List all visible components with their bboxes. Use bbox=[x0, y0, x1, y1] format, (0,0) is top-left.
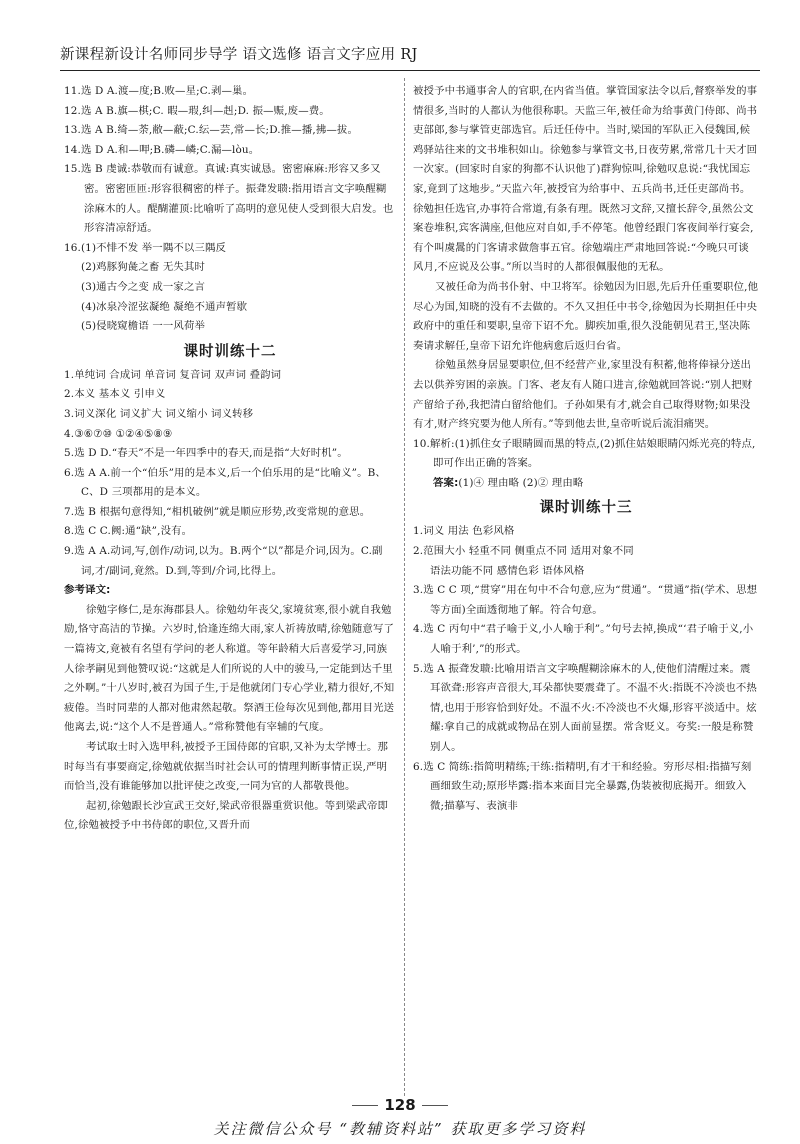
q16-line: (2)鸡豚狗彘之畜 无失其时 bbox=[81, 261, 206, 274]
page-header bbox=[60, 40, 760, 71]
answer-item: 5.选 D D.“春天”不是一年四季中的春天,而是指“大好时机”。 bbox=[64, 447, 348, 460]
answer-item: 13.选 A B.绮—荼,敝—蔽;C.纭—芸,常—长;D.推—播,拂—拔。 bbox=[64, 124, 358, 137]
answer-item: 3.词义深化 词义扩大 词义缩小 词义转移 bbox=[64, 407, 254, 420]
page-number-value: 128 bbox=[384, 1096, 416, 1114]
right-column bbox=[413, 82, 759, 816]
header-title: 新课程新设计名师同步导学 语文选修 语言文字应用 RJ bbox=[60, 47, 418, 63]
answer-item: 6.选 A A.前一个“伯乐”用的是本义,后一个伯乐用的是“比喻义”。B、C、D 三项都用的是本义。 bbox=[64, 466, 386, 499]
answer-item: 2.范围大小 轻重不同 侧重点不同 适用对象不同 bbox=[413, 545, 634, 558]
translation-paragraph: 徐勉字修仁,是东海郡县人。徐勉幼年丧父,家境贫寒,很小就自我勉励,恪守高洁的节操。六岁时,恰逢连绵大雨,家人祈祷放晴,徐勉随意写了一篇祷文,竟被有名望有学问的老人称道。等年龄稍大后喜爱学习,同族人徐孝嗣见到他赞叹说:“这就是人们所说的人中的骏马,一定能到达千里之外啊。”十八岁时,被召为国子生,于是他就闭门专心学业,精力很好,不知疲倦。当时同辈的人都对他肃然起敬。祭酒王俭每次见到他,都用目光送他离去,说:“这个人不是普通人。”常称赞他有宰辅的气度。 bbox=[64, 603, 395, 734]
answer-item: 4.选 C 丙句中“君子喻于义,小人喻于利”。”句号去掉,换成“‘君子喻于义,小人喻于利’,”的形式。 bbox=[413, 623, 754, 656]
q16-line: (4)冰泉冷涩弦凝绝 凝绝不通声暂歇 bbox=[81, 300, 248, 313]
answer-item: 2.本义 基本义 引申义 bbox=[64, 388, 166, 401]
translation-paragraph: 徐勉虽然身居显要职位,但不经营产业,家里没有积蓄,他将俸禄分送出去以供养穷困的亲族。门客、老友有人随口进言,徐勉就回答说:“别人把财产留给子孙,我把清白留给他们。子孙如果有才,就会自己取得财物;如果没有才,财产终究要为他人所有。”等到他去世,皇帝听说后流泪痛哭。 bbox=[413, 359, 753, 431]
q16-line: 16.(1)不悱不发 举一隅不以三隅反 bbox=[64, 241, 227, 254]
answer-item: 语法功能不同 感情色彩 语体风格 bbox=[430, 564, 585, 577]
answer-item: 15.选 B 虔诚:恭敬而有诚意。真诚:真实诚恳。密密麻麻:形容又多又密。密密匝匝:形容很稠密的样子。振聋发聩:指用语言文字唤醒糊涂麻木的人。醍醐灌顶:比喻听了高明的意见使人受到很大启发。也形容清凉舒适。 bbox=[64, 163, 394, 235]
section-title-13: 课时训练十三 bbox=[539, 500, 633, 517]
q16-line: (3)通古今之变 成一家之言 bbox=[81, 280, 206, 293]
answer-item: 11.选 D A.渡—度;B.败—星;C.剥—巢。 bbox=[64, 85, 254, 97]
column-divider bbox=[404, 78, 405, 1096]
answer-item: 9.选 A A.动词,写,创作/动词,以为。B.两个“以”都是介词,因为。C.副词,才/副词,竟然。D.到,等到/介词,比得上。 bbox=[64, 545, 383, 577]
translation-paragraph: 起初,徐勉跟长沙宣武王交好,梁武帝很器重赏识他。等到梁武帝即位,徐勉被授予中书侍郎的职位,又晋升而 bbox=[64, 799, 389, 832]
page-number-dash-left bbox=[352, 1105, 378, 1106]
answer-item: 5.选 A 振聋发聩:比喻用语言文字唤醒糊涂麻木的人,使他们清醒过来。震耳欲聋:形容声音很大,耳朵都快要震聋了。不温不火:指既不冷淡也不热情,也用于形容恰到好处。不温不火:不冷淡也不火爆,形容平淡适中。炫耀:拿自己的成就或物品在别人面前显摆。常含贬义。夸奖:一般是称赞别人。 bbox=[413, 662, 757, 753]
q16-line: (5)侵晓窥檐语 一一风荷举 bbox=[81, 320, 206, 333]
answer-item: 1.单纯词 合成词 单音词 复音词 双声词 叠韵词 bbox=[64, 368, 282, 381]
answer-value: (1)④ 理由略 (2)② 理由略 bbox=[458, 476, 584, 489]
answer-item: 4.③⑥⑦⑩ ①②④⑤⑧⑨ bbox=[64, 427, 173, 440]
page-number-dash-right bbox=[422, 1105, 448, 1106]
answer-item: 7.选 B 根据句意得知,“相机破例”就是顺应形势,改变常规的意思。 bbox=[64, 505, 371, 518]
answer-item: 3.选 C C 项,“贯穿”用在句中不合句意,应为“贯通”。“贯通”指(学术、思想等方面)全面透彻地了解。符合句意。 bbox=[413, 584, 758, 616]
translation-paragraph: 考试取士时入选甲科,被授予王国侍郎的官职,又补为太学博士。那时每当有事要商定,徐勉就依据当时社会认可的情理判断事情正误,严明而恰当,没有谁能够加以批评使之改变,一同为官的人都敬畏他。 bbox=[64, 741, 389, 793]
left-column bbox=[64, 82, 396, 836]
answer-item: 8.选 C C.阙:通“缺”,没有。 bbox=[64, 525, 193, 538]
q10-answer bbox=[413, 474, 759, 494]
answer-item: 6.选 C 简练:指简明精练;干练:指精明,有才干和经验。穷形尽相:指描写刻画细致生动;原形毕露:指本来面目完全暴露,伪装被彻底揭开。细致入微;描摹写、表演非 bbox=[413, 760, 752, 812]
reference-translation-label: 参考译文: bbox=[64, 584, 111, 597]
answer-item: 14.选 D A.和—呷;B.磷—嶙;C.漏—lòu。 bbox=[64, 143, 260, 156]
answer-label: 答案: bbox=[433, 476, 459, 489]
translation-paragraph: 被授予中书通事舍人的官职,在内省当值。掌管国家法令以后,督察举发的事情很多,当时的人都认为他很称职。天监三年,被任命为给事黄门侍郎、尚书吏部郎,参与掌管吏部选官。后迁任侍中。当时,梁国的军队正入侵魏国,候鸡驿站往来的文书堆积如山。徐勉参与掌管文书,日夜劳累,常常几十天才回一次家。(回家时自家的狗都不认识他了)群狗惊叫,徐勉叹息说:“我忧国忘家,竟到了这地步。”天监六年,被授官为给事中、五兵尚书,迁任吏部尚书。徐勉担任选官,办事符合常道,有条有理。既然习文辞,又擅长辞令,虽然公文案卷堆积,宾客满座,但他应对自如,手不停笔。他曾经跟门客夜间举行宴会,有个叫虞暠的门客请求做詹事五官。徐勉端庄严肃地回答说:“今晚只可谈风月,不应说及公事。”所以当时的人都很佩服他的无私。 bbox=[413, 85, 758, 274]
footer-note: 关注微信公众号 “教辅资料站” 获取更多学习资料 bbox=[213, 1120, 587, 1138]
section-title-12: 课时训练十二 bbox=[183, 343, 277, 360]
answer-item: 12.选 A B.旗—棋;C. 暇—瑕,纠—赳;D. 振—赈,废—费。 bbox=[64, 104, 330, 117]
page-number bbox=[0, 1096, 800, 1114]
translation-paragraph: 又被任命为尚书仆射、中卫将军。徐勉因为旧恩,先后升任重要职位,他尽心为国,知晓的没有不去做的。不久又担任中书令,徐勉因为长期担任中央政府中的重任和要职,皇帝下诏不允。脚疾加重,很久没能朝见君王,坚决陈奏请求解任,皇帝下诏允许他病愈后返归台省。 bbox=[413, 280, 759, 352]
answer-item: 1.词义 用法 色彩风格 bbox=[413, 525, 515, 538]
answer-item: 10.解析:(1)抓住女子眼睛圆而黑的特点,(2)抓住姑娘眼睛闪烁光亮的特点,即可作出正确的答案。 bbox=[413, 437, 756, 470]
